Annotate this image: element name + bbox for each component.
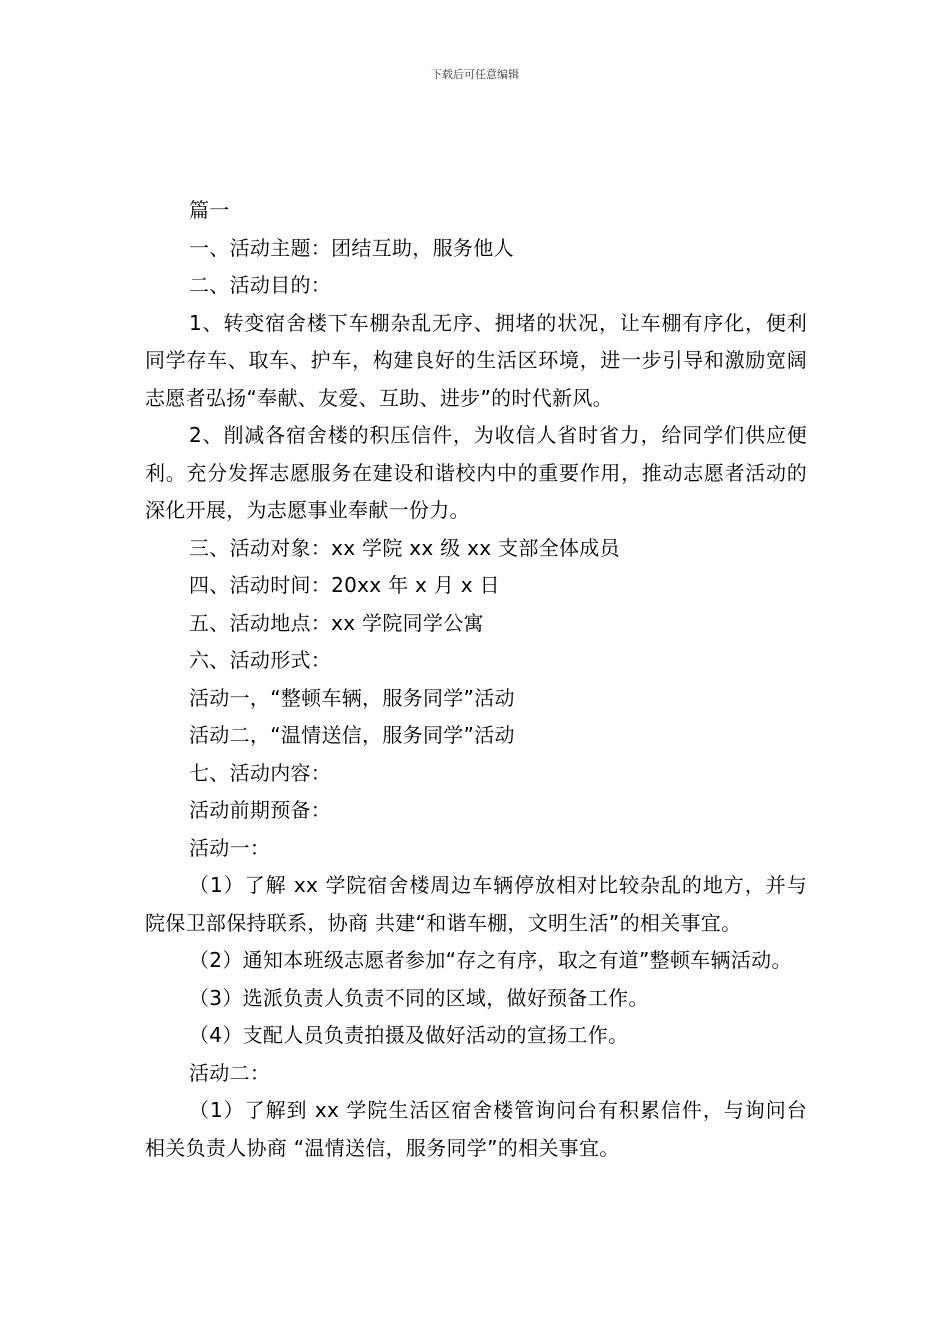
activity-one-step-4: （4）支配人员负责拍摄及做好活动的宣扬工作。 [189,1023,629,1047]
activity-form-1: 活动一，“整顿车辆，服务同学”活动 [189,685,515,710]
activity-two-step-1: （1）了解到 xx 学院生活区宿舍楼管询问台有积累信件，与询问台相关负责人协商 “温情送信，服务同学”的相关事宜。 [145,1098,807,1160]
activity-form-heading: 六、活动形式： [189,648,332,672]
document-body [145,192,807,1167]
activity-time: 四、活动时间：20xx 年 x 月 x 日 [189,573,500,597]
preparation-heading: 活动前期预备： [189,798,332,822]
activity-content-heading: 七、活动内容： [189,760,332,785]
activity-location: 五、活动地点：xx 学院同学公寓 [189,610,484,635]
activity-one-step-1: （1）了解 xx 学院宿舍楼周边车辆停放相对比较杂乱的地方，并与院保卫部保持联系，协商 共建“和谐车棚，文明生活”的相关事宜。 [145,873,807,935]
activity-target: 三、活动对象：xx 学院 xx 级 xx 支部全体成员 [189,535,620,560]
page-header: 下载后可任意编辑 [431,68,519,81]
activity-purpose-heading: 二、活动目的： [189,273,332,297]
activity-one-heading: 活动一： [189,835,271,860]
activity-two-heading: 活动二： [189,1060,271,1085]
section-title: 篇一 [189,198,230,222]
activity-one-step-3: （3）选派负责人负责不同的区域，做好预备工作。 [189,985,649,1010]
activity-one-step-2: （2）通知本班级志愿者参加“存之有序，取之有道”整顿车辆活动。 [189,948,792,972]
activity-theme: 一、活动主题：团结互助，服务他人 [189,235,514,260]
activity-form-2: 活动二，“温情送信，服务同学”活动 [189,723,515,747]
purpose-item-2: 2、削减各宿舍楼的积压信件，为收信人省时省力，给同学们供应便利。充分发挥志愿服务在建设和谐校内中的重要作用，推动志愿者活动的深化开展，为志愿事业奉献一份力。 [145,423,807,522]
purpose-item-1: 1、转变宿舍楼下车棚杂乱无序、拥堵的状况，让车棚有序化，便利同学存车、取车、护车，构建良好的生活区环境，进一步引导和激励宽阔志愿者弘扬“奉献、友爱、互助、进步”的时代新风。 [145,310,807,410]
